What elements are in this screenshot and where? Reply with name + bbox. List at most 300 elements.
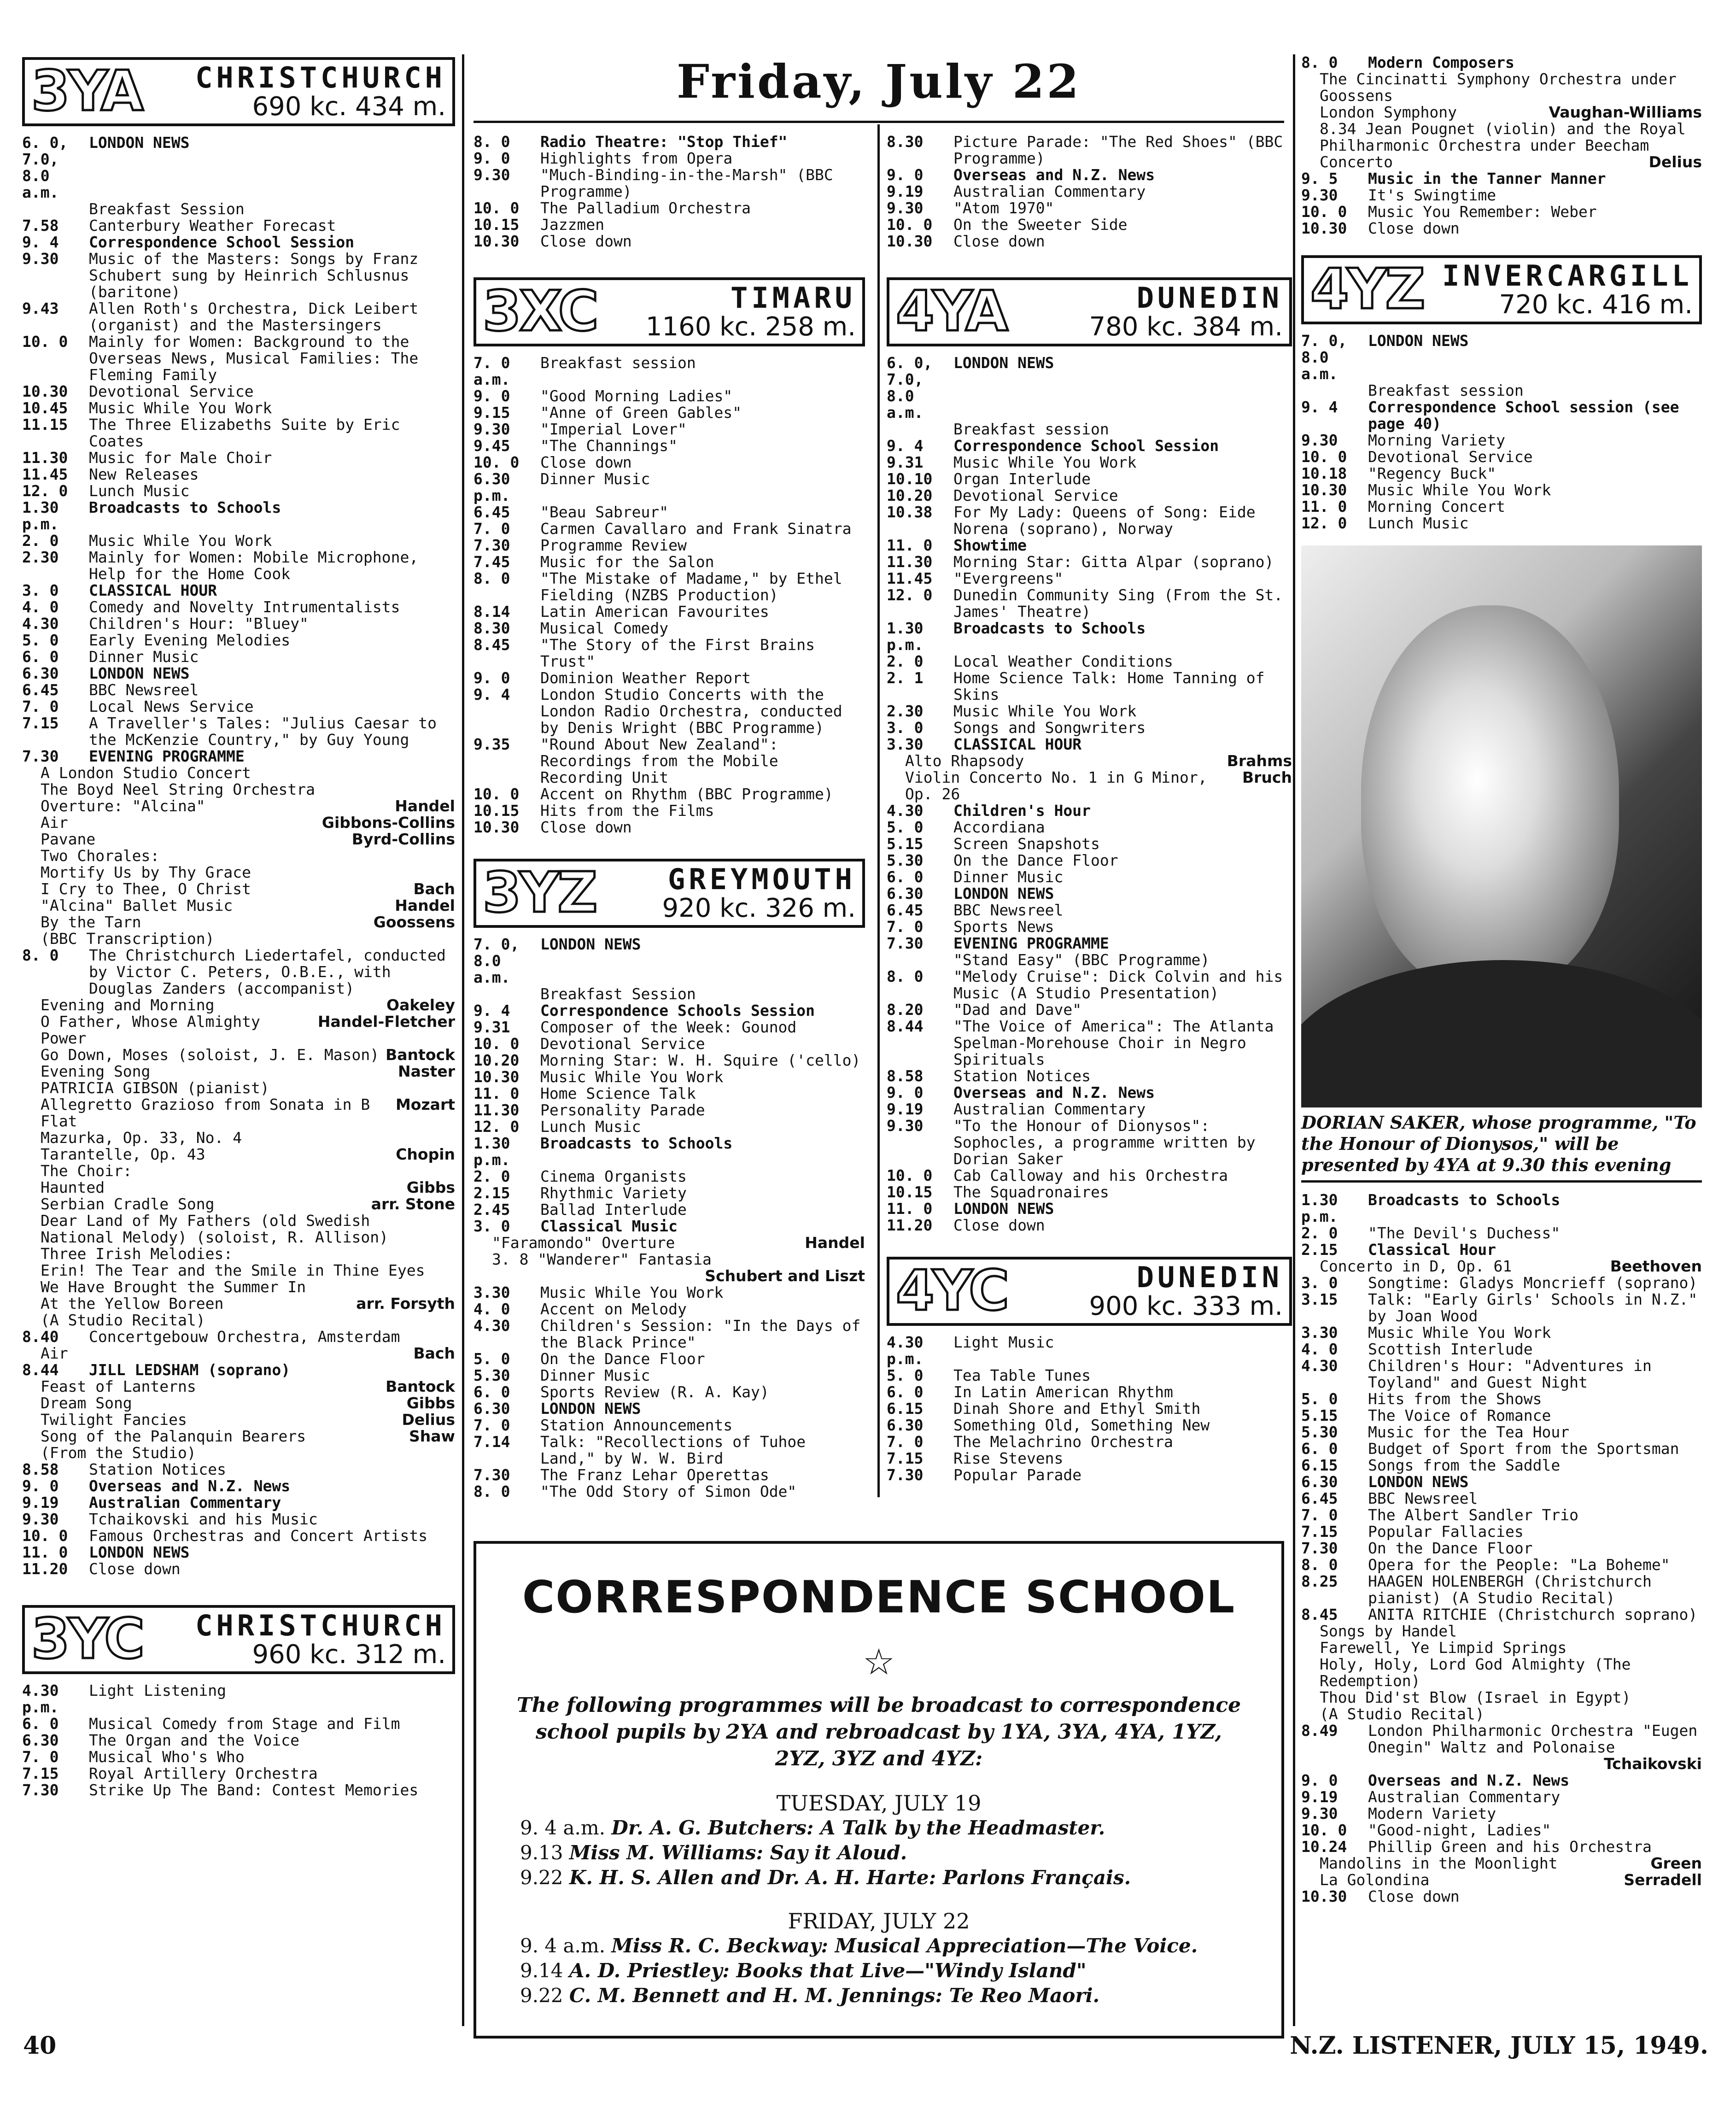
schedule-time: 5. 0 [887, 818, 924, 836]
programme-piece [22, 1262, 455, 1279]
piece-composer [450, 765, 455, 781]
schedule-time: 8.14 [473, 603, 510, 621]
piece-composer [450, 1163, 455, 1179]
schedule-list-4yz [1301, 1888, 1702, 1905]
schedule-item [473, 736, 865, 786]
schedule-title: For My Lady: Queens of Song: Eide Norena (soprano), Norway [953, 503, 1256, 538]
schedule-time: 7.30 [22, 1781, 59, 1799]
schedule-time: 8.58 [22, 1460, 59, 1478]
schedule-title: Music While You Work [1368, 481, 1551, 499]
schedule-title: Royal Artillery Orchestra [89, 1764, 318, 1782]
schedule-time: 6.15 [1301, 1456, 1338, 1474]
row-time: 9.14 [520, 1959, 563, 1982]
schedule-time: 3. 0 [887, 719, 924, 737]
schedule-time: 10.24 [1301, 1838, 1347, 1856]
piece-title: Erin! The Tear and the Smile in Thine Eyes [41, 1261, 425, 1279]
schedule-item [887, 1167, 1292, 1184]
schedule-item [887, 421, 1292, 438]
piece-title: (From the Studio) [41, 1444, 196, 1462]
schedule-item [1301, 220, 1702, 237]
column-divider [877, 124, 880, 1497]
schedule-item [473, 233, 865, 250]
schedule-time: 9. 0 [887, 166, 924, 184]
station-call-sign: 4YA [896, 280, 1006, 344]
piece-composer [450, 1246, 455, 1262]
schedule-time: 10.30 [473, 1068, 520, 1086]
schedule-title: Composer of the Week: Gounod [540, 1018, 797, 1036]
schedule-title: Jazzmen [540, 216, 605, 234]
piece-composer [450, 1130, 455, 1146]
schedule-title: Famous Orchestras and Concert Artists [89, 1527, 428, 1545]
schedule-time: 8. 0 [1301, 53, 1338, 71]
schedule-title: Dinner Music [89, 648, 199, 666]
schedule-list-3ya [22, 1329, 455, 1345]
schedule-title: Dinah Shore and Ethyl Smith [953, 1400, 1201, 1418]
piece-title: O Father, Whose Almighty Power [41, 1013, 260, 1047]
programme-piece [22, 1130, 455, 1146]
programme-detail [887, 753, 1292, 803]
schedule-time: 7.30 [887, 934, 924, 952]
schedule-title: Correspondence School Session [89, 233, 355, 251]
schedule-item [473, 167, 865, 200]
schedule-title: "The Channings" [540, 437, 678, 455]
piece-composer: Bantock [386, 1046, 455, 1064]
schedule-time: 1.30 p.m. [1301, 1191, 1338, 1225]
schedule-item [1301, 1324, 1702, 1341]
schedule-time: 9. 0 [887, 1084, 924, 1101]
schedule-title: Close down [1368, 219, 1460, 237]
schedule-item [1301, 1888, 1702, 1905]
programme-piece [22, 814, 455, 831]
correspondence-row [476, 1958, 1281, 1983]
schedule-time: 8.45 [473, 636, 510, 654]
schedule-item [887, 587, 1292, 620]
schedule-item [22, 499, 455, 533]
schedule-time: 10. 0 [473, 453, 520, 471]
schedule-item [473, 1467, 865, 1483]
schedule-title: ANITA RITCHIE (Christchurch soprano) [1368, 1605, 1698, 1623]
programme-piece [887, 769, 1292, 803]
piece-composer: arr. Forsyth [356, 1295, 455, 1312]
schedule-item [1301, 1457, 1702, 1474]
schedule-title: "The Story of the First Brains Trust" [540, 636, 815, 670]
schedule-title: Close down [540, 453, 632, 471]
schedule-time [887, 421, 953, 438]
schedule-time: 9.19 [1301, 1788, 1338, 1806]
row-title: Dr. A. G. Butchers: A Talk by the Headmaster. [611, 1816, 1105, 1839]
schedule-time: 10.30 [22, 382, 68, 400]
piece-title: Alto Rhapsody [905, 752, 1024, 770]
programme-piece [22, 1047, 455, 1063]
schedule-time: 6.45 [473, 503, 510, 521]
schedule-time: 12. 0 [1301, 514, 1347, 532]
schedule-title: "Regency Buck" [1368, 464, 1496, 482]
schedule-time: 6.30 [22, 664, 59, 682]
schedule-title: Music While You Work [540, 1283, 724, 1301]
piece-title [1320, 1756, 1599, 1772]
schedule-item [22, 549, 455, 582]
schedule-time: 3.30 [1301, 1324, 1338, 1342]
schedule-time: 11.30 [22, 449, 68, 467]
schedule-time: 10.30 [1301, 481, 1347, 499]
schedule-time: 7.30 [22, 747, 59, 765]
schedule-title: It's Swingtime [1368, 186, 1496, 204]
schedule-title: Dinner Music [540, 1366, 650, 1384]
schedule-time: 6. 0 [22, 1715, 59, 1733]
schedule-item [887, 852, 1292, 869]
piece-composer: Brahms [1227, 752, 1292, 770]
schedule-time: 9.30 [1301, 186, 1338, 204]
piece-composer [450, 1279, 455, 1295]
schedule-time: 10. 0 [473, 1035, 520, 1053]
schedule-title: "Round About New Zealand": Recordings from the Mobile Recording Unit [540, 735, 778, 786]
schedule-title: Mainly for Women: Mobile Microphone, Help for the Home Cook [89, 548, 419, 583]
star-icon: ☆ [863, 1628, 894, 1687]
schedule-title: Tchaikovski and his Music [89, 1510, 318, 1528]
schedule-item [473, 421, 865, 438]
schedule-title: Music While You Work [540, 1068, 724, 1086]
schedule-item [473, 570, 865, 603]
schedule-time [22, 201, 89, 217]
programme-piece [22, 931, 455, 947]
schedule-title: Music While You Work [953, 453, 1137, 471]
station-frequency: 690 kc. 434 m. [252, 91, 446, 122]
schedule-item [473, 637, 865, 670]
schedule-title: Close down [540, 818, 632, 836]
programme-piece [1301, 1706, 1702, 1722]
schedule-item [887, 1101, 1292, 1118]
piece-composer: Tchaikovski [1604, 1755, 1702, 1773]
schedule-item [1301, 1540, 1702, 1557]
schedule-list-3ya [22, 1362, 455, 1378]
schedule-time: 3.30 [473, 1283, 510, 1301]
schedule-item [22, 400, 455, 416]
schedule-item [1301, 1341, 1702, 1358]
schedule-time: 10. 0 [887, 1166, 933, 1184]
schedule-title: Accent on Melody [540, 1300, 687, 1318]
schedule-title: The Organ and the Voice [89, 1731, 299, 1749]
schedule-title: HAAGEN HOLENBERGH (Christchurch pianist) (A Studio Recital) [1368, 1572, 1652, 1607]
schedule-item [22, 1561, 455, 1577]
schedule-item [22, 1494, 455, 1511]
schedule-title: The Three Elizabeths Suite by Eric Coates [89, 416, 400, 450]
schedule-time: 3.15 [1301, 1290, 1338, 1308]
schedule-time: 5.30 [887, 851, 924, 869]
schedule-time: 9.31 [473, 1018, 510, 1036]
schedule-time: 10.15 [473, 802, 520, 820]
correspondence-day: FRIDAY, JULY 22 [788, 1909, 970, 1933]
schedule-title: Lunch Music [1368, 514, 1469, 532]
programme-piece [1301, 154, 1702, 170]
schedule-item [473, 786, 865, 803]
piece-title: We Have Brought the Summer In [41, 1278, 306, 1296]
piece-title: Pavane [41, 830, 96, 848]
correspondence-intro: The following programmes will be broadcast to correspondence school pupils by 2YA and rebroadcast by 1YA, 3YA, 4YA, 1YZ, 2YZ, 3YZ and 4YZ: [516, 1693, 1241, 1770]
schedule-time: 3. 0 [22, 581, 59, 599]
correspondence-school-box [473, 1541, 1284, 2039]
schedule-time: 9.30 [22, 1510, 59, 1528]
schedule-time: 9.30 [473, 166, 510, 184]
schedule-title: LONDON NEWS [953, 885, 1054, 902]
schedule-time: 7.14 [473, 1433, 510, 1451]
programme-piece [22, 1412, 455, 1428]
schedule-title: Talk: "Early Girls' Schools in N.Z." by Joan Wood [1368, 1290, 1698, 1325]
schedule-time: 9. 0 [473, 149, 510, 167]
programme-detail [1301, 1623, 1702, 1722]
programme-piece [22, 1378, 455, 1395]
piece-composer: Beethoven [1610, 1257, 1702, 1275]
schedule-title: Children's Session: "In the Days of the Black Prince" [540, 1317, 861, 1351]
programme-piece [22, 897, 455, 914]
row-time: 9.22 [520, 1866, 563, 1889]
schedule-title: Children's Hour: "Bluey" [89, 615, 309, 633]
schedule-title: Modern Variety [1368, 1804, 1496, 1822]
piece-composer: Bach [413, 880, 455, 898]
station-city: DUNEDIN [1136, 1260, 1283, 1294]
schedule-list-4yc-cont [1301, 170, 1702, 237]
schedule-time: 9.30 [22, 250, 59, 268]
schedule-item [887, 1184, 1292, 1201]
schedule-item [1301, 1805, 1702, 1822]
schedule-item [22, 533, 455, 549]
schedule-time: 2. 0 [22, 532, 59, 550]
schedule-time: 11. 0 [473, 1084, 520, 1102]
schedule-item [887, 952, 1292, 968]
schedule-time: 12. 0 [887, 586, 933, 604]
schedule-item [887, 200, 1292, 217]
schedule-title: Devotional Service [1368, 448, 1533, 466]
schedule-time: 11.30 [887, 553, 933, 571]
schedule-item [473, 1434, 865, 1467]
piece-composer: Handel [395, 896, 455, 914]
schedule-item [1301, 1391, 1702, 1407]
schedule-time: 7.30 [473, 536, 510, 554]
schedule-item [473, 404, 865, 421]
schedule-item [887, 736, 1292, 753]
station-frequency: 720 kc. 416 m. [1499, 289, 1693, 320]
schedule-title: "The Voice of America": The Atlanta Spelman-Morehouse Choir in Negro Spirituals [953, 1017, 1274, 1068]
schedule-title: "To the Honour of Dionysos": Sophocles, a programme written by Dorian Saker [953, 1117, 1256, 1168]
schedule-time: 6.45 [887, 901, 924, 919]
schedule-title: Station Announcements [540, 1416, 733, 1434]
programme-piece [1301, 1689, 1702, 1706]
schedule-time: 12. 0 [22, 482, 68, 500]
schedule-item [473, 554, 865, 570]
schedule-title: Sports News [953, 918, 1054, 936]
schedule-title: Radio Theatre: "Stop Thief" [540, 133, 788, 151]
title-divider [473, 121, 1284, 123]
schedule-item [1301, 1789, 1702, 1805]
schedule-title: Allen Roth's Orchestra, Dick Leibert (organist) and the Mastersingers [89, 299, 419, 334]
programme-piece [1301, 104, 1702, 121]
schedule-item [1301, 1225, 1702, 1242]
programme-piece [22, 881, 455, 897]
schedule-item [887, 355, 1292, 421]
schedule-title: "Evergreens" [953, 569, 1064, 587]
schedule-item [473, 1218, 865, 1235]
schedule-item [22, 1528, 455, 1544]
schedule-title: Latin American Favourites [540, 603, 769, 621]
schedule-time: 6. 0, 7.0, 8.0 a.m. [22, 134, 68, 201]
schedule-item [473, 1168, 865, 1185]
schedule-title: Scottish Interlude [1368, 1340, 1533, 1358]
schedule-time: 7. 0, 8.0 a.m. [473, 935, 520, 986]
schedule-title: LONDON NEWS [953, 1200, 1054, 1218]
piece-composer [450, 1213, 455, 1246]
schedule-item [1301, 187, 1702, 204]
schedule-title: Tea Table Tunes [953, 1366, 1091, 1384]
schedule-item [1301, 1507, 1702, 1523]
schedule-title: On the Dance Floor [1368, 1539, 1533, 1557]
schedule-item [1301, 482, 1702, 498]
programme-piece [22, 1279, 455, 1295]
programme-piece [22, 1014, 455, 1047]
piece-composer: Naster [398, 1062, 455, 1080]
schedule-time: 7. 0 [22, 1748, 59, 1766]
schedule-time: 11.30 [473, 1101, 520, 1119]
schedule-list-3ya [22, 1461, 455, 1577]
station-header-3ya [22, 57, 455, 126]
station-call-sign: 3YA [31, 59, 142, 123]
schedule-title: EVENING PROGRAMME [953, 934, 1109, 952]
schedule-title: Accent on Rhythm (BBC Programme) [540, 785, 833, 803]
schedule-time: 8.44 [887, 1017, 924, 1035]
schedule-item [887, 670, 1292, 703]
schedule-time: 5.15 [887, 835, 924, 853]
schedule-title: Early Evening Melodies [89, 631, 291, 649]
schedule-title: Music in the Tanner Manner [1368, 170, 1606, 187]
schedule-title: "Stand Easy" (BBC Programme) [953, 951, 1210, 969]
schedule-time: 3. 0 [473, 1217, 510, 1235]
piece-composer: Bantock [386, 1377, 455, 1395]
schedule-item [22, 450, 455, 466]
schedule-list-4yz [1301, 1722, 1702, 1756]
schedule-title: Music While You Work [953, 702, 1137, 720]
schedule-title: Breakfast session [953, 420, 1109, 438]
piece-composer [450, 1262, 455, 1279]
schedule-title: Music for the Salon [540, 553, 714, 571]
piece-title: Serbian Cradle Song [41, 1195, 215, 1213]
schedule-item [473, 1483, 865, 1500]
schedule-time: 2.15 [1301, 1241, 1338, 1259]
schedule-title: Dinner Music [540, 470, 650, 488]
station-frequency: 780 kc. 384 m. [1089, 311, 1283, 342]
column-1 [22, 54, 455, 1799]
piece-composer: Delius [402, 1411, 455, 1429]
schedule-time: 9. 0 [1301, 1771, 1338, 1789]
programme-piece [22, 798, 455, 814]
schedule-time: 8.58 [887, 1067, 924, 1085]
schedule-title: Overseas and N.Z. News [1368, 1771, 1570, 1789]
piece-composer: Shaw [409, 1427, 455, 1445]
schedule-title: LONDON NEWS [540, 1400, 641, 1418]
schedule-title: Close down [89, 1560, 181, 1578]
programme-detail [22, 1378, 455, 1461]
piece-title: Thou Did'st Blow (Israel in Egypt) [1320, 1688, 1631, 1706]
schedule-time: 6.45 [1301, 1489, 1338, 1507]
schedule-item [22, 582, 455, 599]
schedule-time: 8. 0 [473, 133, 510, 151]
station-call-sign: 3XC [483, 280, 597, 344]
schedule-item [887, 471, 1292, 487]
schedule-title: BBC Newsreel [1368, 1489, 1478, 1507]
schedule-time: 5.15 [1301, 1406, 1338, 1424]
schedule-item [22, 1716, 455, 1732]
piece-title: Feast of Lanterns [41, 1377, 196, 1395]
schedule-title: Popular Fallacies [1368, 1523, 1524, 1541]
schedule-time: 9.30 [887, 199, 924, 217]
schedule-time: 8.49 [1301, 1722, 1338, 1740]
schedule-item [887, 703, 1292, 720]
piece-title: Haunted [41, 1178, 105, 1196]
programme-piece [22, 1345, 455, 1362]
piece-title: Go Down, Moses (soloist, J. E. Mason) [41, 1046, 380, 1064]
schedule-title: Close down [953, 232, 1045, 250]
schedule-item [887, 653, 1292, 670]
schedule-time: 8.45 [1301, 1605, 1338, 1623]
schedule-title: Broadcasts to Schools [953, 619, 1146, 637]
schedule-time: 9. 0 [473, 669, 510, 687]
schedule-title: LONDON NEWS [1368, 332, 1469, 350]
piece-composer [450, 848, 455, 864]
schedule-item [473, 603, 865, 620]
schedule-item [1301, 54, 1702, 71]
piece-composer: Serradell [1624, 1871, 1702, 1889]
piece-title: Three Irish Melodies: [41, 1245, 233, 1263]
schedule-item [473, 936, 865, 986]
schedule-item [887, 1018, 1292, 1068]
schedule-time [1301, 382, 1368, 399]
schedule-title: Close down [1368, 1887, 1460, 1905]
schedule-time: 5. 0 [1301, 1390, 1338, 1408]
schedule-item [473, 1384, 865, 1400]
footer-publication: N.Z. LISTENER, JULY 15, 1949. [1290, 2032, 1708, 2060]
schedule-time: 9. 0 [473, 387, 510, 405]
programme-detail [1301, 1855, 1702, 1888]
piece-composer [1697, 121, 1702, 154]
schedule-item [473, 1351, 865, 1367]
schedule-time: 5. 0 [473, 1350, 510, 1368]
schedule-item [473, 1069, 865, 1085]
schedule-title: BBC Newsreel [953, 901, 1064, 919]
schedule-time: 11. 0 [887, 536, 933, 554]
schedule-item [887, 968, 1292, 1002]
schedule-title: On the Dance Floor [953, 851, 1118, 869]
schedule-list-4yz [1301, 1192, 1702, 1258]
schedule-time: 7.15 [887, 1449, 924, 1467]
station-call-sign: 3YC [31, 1607, 143, 1671]
schedule-item [473, 819, 865, 836]
schedule-time: 7.15 [22, 1764, 59, 1782]
piece-title: (BBC Transcription) [41, 930, 215, 948]
schedule-title: Dinner Music [953, 868, 1064, 886]
row-title: C. M. Bennett and H. M. Jennings: Te Reo Maori. [569, 1984, 1100, 2007]
schedule-time: 5.30 [473, 1366, 510, 1384]
schedule-title: Station Notices [89, 1460, 227, 1478]
piece-composer: Gibbs [406, 1178, 455, 1196]
schedule-time: 9.19 [887, 1100, 924, 1118]
schedule-title: Children's Hour: "Adventures in Toyland" and Guest Night [1368, 1357, 1652, 1391]
schedule-time: 9. 0 [22, 1477, 59, 1495]
station-call-sign: 3YZ [483, 861, 596, 925]
schedule-list-4yz [1301, 1772, 1702, 1855]
schedule-title: Morning Star: Gitta Alpar (soprano) [953, 553, 1274, 571]
programme-piece [22, 1395, 455, 1412]
schedule-title: Songs and Songwriters [953, 719, 1146, 737]
schedule-title: Picture Parade: "The Red Shoes" (BBC Programme) [953, 133, 1283, 167]
schedule-item [1301, 1242, 1702, 1258]
schedule-item [22, 1329, 455, 1345]
